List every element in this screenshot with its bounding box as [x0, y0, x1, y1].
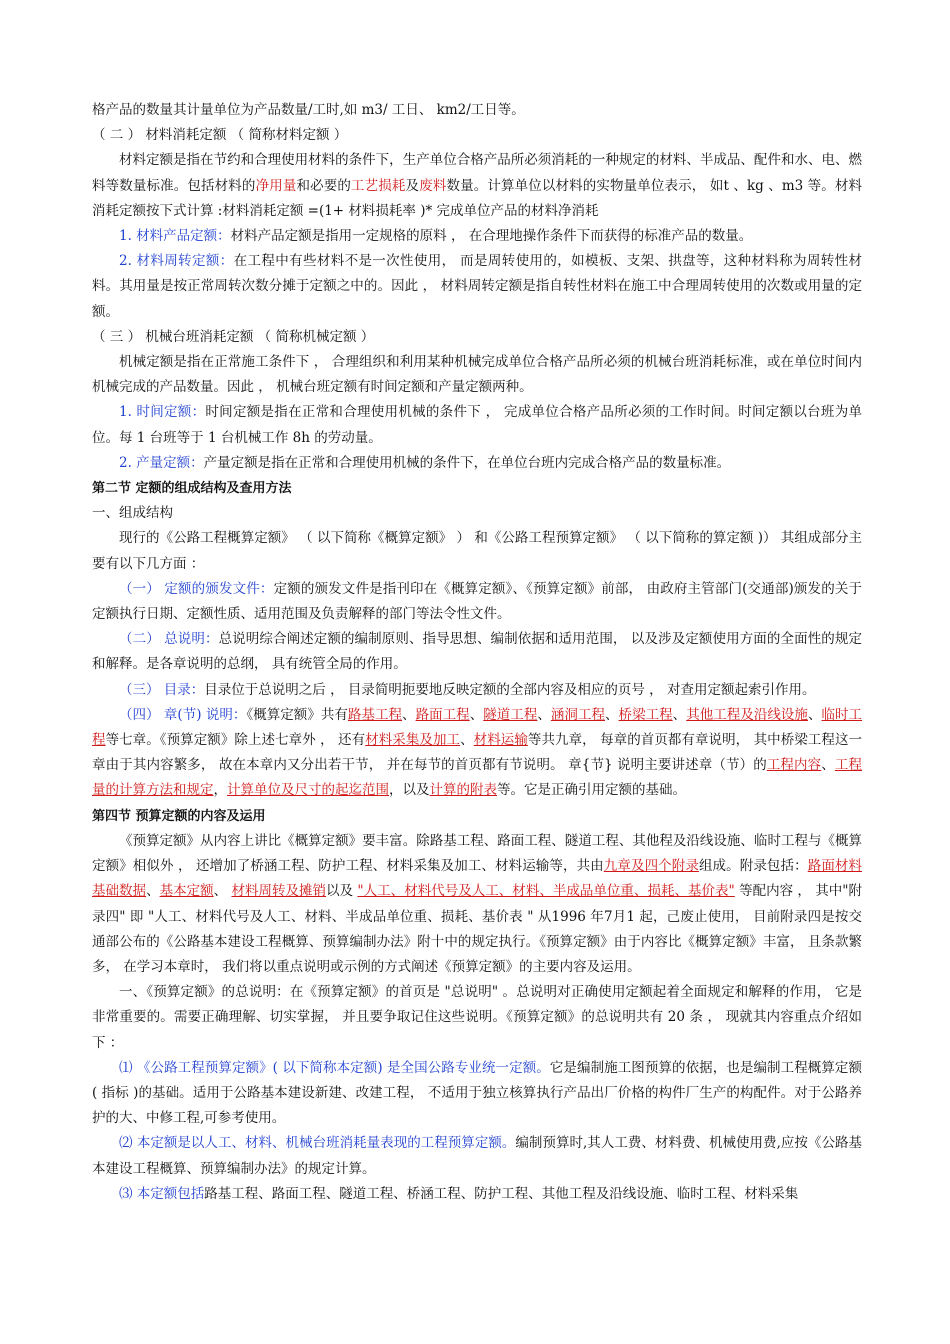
link-work-content: 工程内容 — [766, 757, 822, 774]
separator: 、 — [213, 883, 232, 900]
paragraph-structure-intro: 现行的《公路工程概算定额》 （ 以下简称《概算定额》 ） 和《公路工程预算定额》 （ 以下简称的算定额 )） 其组成部分主要有以下几方面 ： — [92, 530, 862, 572]
text: 组成。附录包括： — [698, 858, 808, 875]
item-label: （一） 定额的颁发文件： — [119, 580, 274, 597]
link-turnover-amortization: 材料周转及摊销 — [231, 883, 327, 900]
highlight-waste: 废料 — [419, 177, 447, 194]
text: 等七章。《预算定额》除上述七章外 ， 还有 — [105, 732, 366, 749]
paragraph-toc — [92, 678, 862, 703]
item-label: （二） 总说明： — [119, 631, 219, 648]
link-appendix-tables: 计算的附表 — [429, 782, 497, 799]
item-text: 产量定额是指在正常和合理使用机械的条件下，在单位台班内完成合格产品的数量标准。 — [203, 454, 731, 471]
link-nine-chapters: 九章及四个附录 — [603, 858, 699, 875]
text: 及 — [405, 177, 420, 194]
link-culvert: 涵洞工程 — [550, 706, 606, 723]
link-pavement-data: 路面材料基础数据 — [92, 858, 863, 900]
separator: ， — [213, 782, 227, 799]
chapter-heading-section-2: 第二节 定额的组成结构及查用方法 — [92, 481, 292, 497]
text: 以及 — [326, 883, 358, 900]
link-basic-quota: 基本定额 — [159, 883, 214, 900]
text: 《概算定额》共有 — [246, 706, 348, 723]
paragraph-time-quota — [92, 400, 862, 450]
item-label: （四） 章(节) 说明： — [119, 706, 247, 723]
separator: 、 — [469, 706, 484, 723]
item-label: ⑶ 本定额包括 — [119, 1185, 205, 1202]
link-temporary-works: 临时工程 — [92, 706, 863, 749]
separator: 、 — [672, 706, 687, 723]
link-other-works: 其他工程及沿线设施 — [686, 706, 808, 723]
item-text: 定额的颁发文件是指刊印在《概算定额》、《预算定额》前部， 由政府主管部门(交通部)颁发的关于定额执行日期、定额性质、适用范围及负责解释的部门等法令性文件。 — [92, 580, 862, 623]
highlight-process-loss: 工艺损耗 — [351, 177, 406, 194]
link-pavement: 路面工程 — [415, 706, 470, 723]
text: 材料定额是指在节约和合理使用材料的条件下，生产单位合格产品所必须消耗的一种规定的材料、半成品、配件和水、电、燃料等数量标准。包括材料的 — [92, 152, 862, 194]
separator: 、 — [821, 757, 835, 774]
paragraph-material-quota — [92, 148, 862, 224]
paragraph-general-description: 一、《预算定额》的总说明：在《预算定额》的首页是 "总说明" 。总说明对正确使用定额起着全面规定和解释的作用， 它是非常重要的。需要正确理解、切实掌握， 并且要争取记住这些说明。《预算定额》的总说明共有 20 条 ， 现就其内容重点介绍如下 ： — [92, 984, 862, 1051]
text: 等共九章， 每章的首页都有章说明， 其中桥梁工程这一章由于其内容繁多， 故在本章内又分出若干节， 并在每节的首页都有节说明。 章{节} 说明主要讲述章（节）的 — [92, 732, 863, 774]
item-text: 材料产品定额是指用一定规格的原料 ， 在合理地操作条件下而获得的标准产品的数量。 — [230, 228, 753, 245]
item-text: 目录位于总说明之后 ， 目录简明扼要地反映定额的全部内容及相应的页号 ， 对查用定额起索引作用。 — [204, 681, 816, 698]
subheading-structure: 一、组成结构 — [92, 505, 173, 522]
text: 等配内容 ， 其中"附录四" 即 "人工、材料代号及人工、材料、半成品单位重、损耗、基价表 " 从1996 年7月1 起，己废止使用， 目前附录四是按交通部公布的《公路基本建设工程概算、预算编制办法》附十中的规定执行。《预算定额》由于内容比《概算定额》丰富， 且条款繁多， 在学习本章时， 我们将以重点说明或示例的方式阐述《预算定额》的主要内容及运用。 — [92, 883, 863, 975]
separator: 、 — [807, 706, 822, 723]
item-text: 编制预算时,其人工费、材料费、机械使用费,应按《公路基本建设工程概算、预算编制办法》的规定计算。 — [92, 1135, 862, 1177]
paragraph-material-product — [92, 224, 862, 249]
section-heading-materials: （ 二 ） 材料消耗定额 （ 简称材料定额 ） — [92, 127, 348, 144]
item-label: ⑴ 《公路工程预算定额》( 以下简称本定额) 是全国公路专业统一定额。 — [119, 1059, 550, 1076]
separator: 、 — [146, 883, 160, 900]
item-text: 在工程中有些材料不是一次性使用， 而是周转使用的，如模板、支架、拱盘等，这种材料称为周转性材料。其用量是按正常周转次数分摊于定额之中的。因此 ， 材料周转定额是指自转性材料在施工中合理周转使用的次数或用量的定额。 — [92, 253, 862, 320]
separator: 、 — [402, 706, 416, 723]
text: 数量。计算单位以材料的实物量单位表示， 如t 、kg 、m3 等。材料消耗定额按下式计算 :材料消耗定额 =(1+ 材料损耗率 )* 完成单位产品的材料净消耗 — [92, 177, 863, 219]
link-roadbed: 路基工程 — [347, 706, 403, 723]
item-label: 2. 产量定额： — [119, 454, 204, 471]
separator: 、 — [537, 706, 551, 723]
paragraph-note-2 — [92, 1131, 862, 1181]
item-text: 总说明综合阐述定额的编制原则、指导思想、编制依据和适用范围， 以及涉及定额使用方面的全面性的规定和解释。是各章说明的总纲， 具有统管全局的作用。 — [92, 631, 862, 673]
paragraph-issuing-docs — [92, 577, 862, 627]
highlight-net-usage: 净用量 — [255, 177, 297, 194]
link-price-table: "人工、材料代号及人工、材料、半成品单位重、损耗、基价表" — [357, 883, 735, 900]
item-label: 1. 材料产品定额： — [119, 228, 231, 245]
item-text: 路基工程、路面工程、隧道工程、桥涵工程、防护工程、其他工程及沿线设施、临时工程、材料采集 — [204, 1185, 799, 1202]
paragraph: 格产品的数量其计量单位为产品数量/工时,如 m3/ 工日、 km2/工日等。 — [92, 102, 525, 118]
chapter-heading-section-4: 第四节 预算定额的内容及运用 — [92, 808, 266, 824]
text: ，以及 — [389, 782, 430, 799]
item-text: 时间定额是指在正常和合理使用机械的条件下 ， 完成单位合格产品所必须的工作时间。时间定额以台班为单位。每 1 台班等于 1 台机械工作 8h 的劳动量。 — [92, 404, 862, 446]
text: 《预算定额》从内容上讲比《概算定额》要丰富。除路基工程、路面工程、隧道工程、其他程及沿线设施、临时工程与《概算定额》相似外 ， 还增加了桥涵工程、防护工程、材料采集及加工、材料运输等，共由 — [92, 832, 862, 875]
item-label: 1. 时间定额： — [119, 404, 206, 421]
document-page — [92, 98, 862, 1207]
section-heading-machinery: （ 三 ） 机械台班消耗定额 （ 简称机械定额 ） — [92, 328, 375, 345]
paragraph-output-quota — [92, 451, 862, 476]
separator: 、 — [605, 706, 619, 723]
item-label: ⑵ 本定额是以人工、材料、机械台班消耗量表现的工程预算定额。 — [119, 1135, 516, 1152]
link-unit-range: 计算单位及尺寸的起迄范围 — [227, 782, 389, 799]
paragraph-machinery-quota: 机械定额是指在正常施工条件下 ， 合理组织和利用某种机械完成单位合格产品所必须的机械台班消耗标准，或在单位时间内机械完成的产品数量。因此 ， 机械台班定额有时间定额和产量定额两种。 — [92, 354, 862, 396]
paragraph-material-turnover — [92, 249, 862, 325]
item-label: （三） 目录： — [119, 681, 205, 698]
paragraph-budget-content — [92, 829, 862, 980]
link-bridge: 桥梁工程 — [618, 706, 673, 723]
paragraph-chapter-notes — [92, 703, 862, 804]
link-quantity-rules: 工程量的计算方法和规定 — [92, 757, 863, 799]
paragraph-general-notes — [92, 627, 862, 677]
item-text: 它是编制施工图预算的依据，也是编制工程概算定额( 指标 )的基础。适用于公路基本建设新建、改建工程， 不适用于独立核算执行产品出厂价格的构件厂生产的构配件。对于公路养护的大、中修工程,可参考使用。 — [92, 1059, 862, 1127]
text: 和必要的 — [296, 177, 352, 194]
link-material-collection: 材料采集及加工 — [365, 732, 461, 749]
link-material-transport: 材料运输 — [473, 732, 528, 749]
item-label: 2. 材料周转定额： — [119, 253, 234, 270]
separator: 、 — [460, 732, 474, 749]
paragraph-note-3 — [92, 1182, 862, 1207]
link-tunnel: 隧道工程 — [483, 706, 538, 723]
paragraph-note-1 — [92, 1056, 862, 1132]
text: 等。它是正确引用定额的基础。 — [497, 782, 686, 799]
